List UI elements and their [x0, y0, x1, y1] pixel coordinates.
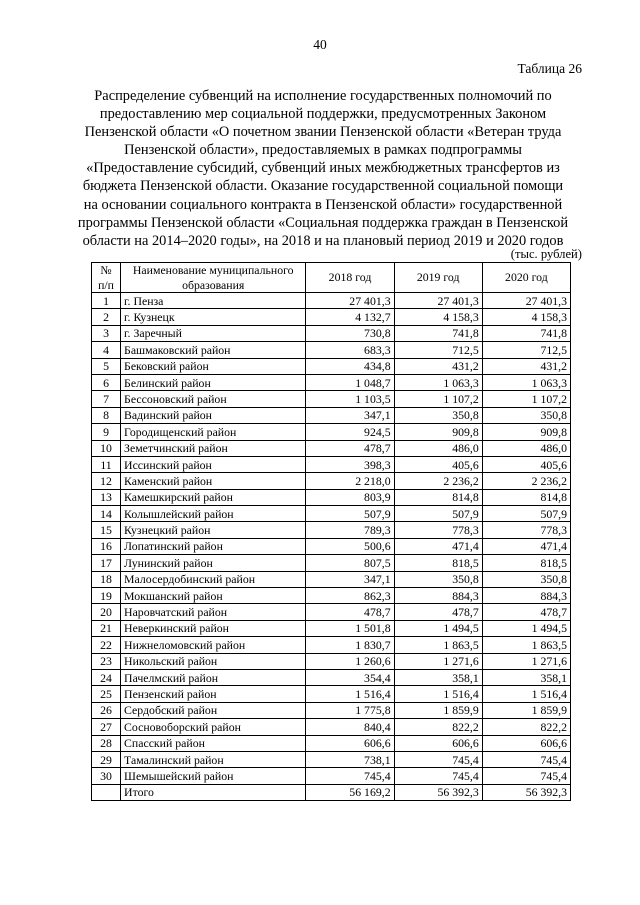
table-row — [92, 424, 571, 440]
value-2020-cell: 818,5 — [482, 555, 570, 571]
header-municipality — [121, 263, 306, 293]
municipality-cell: Иссинский район — [121, 456, 306, 472]
row-number-cell: 18 — [92, 571, 121, 587]
table-row — [92, 702, 571, 718]
table-row — [92, 407, 571, 423]
municipality-cell: Спасский район — [121, 735, 306, 751]
table-row — [92, 293, 571, 309]
value-2020-cell: 822,2 — [482, 719, 570, 735]
table-row — [92, 325, 571, 341]
header-number — [92, 263, 121, 293]
value-2020-cell: 56 392,3 — [482, 784, 570, 800]
value-2018-cell: 803,9 — [306, 489, 394, 505]
table-row — [92, 719, 571, 735]
title-line: Пензенской области «О почетном звании Пензенской области «Ветеран труда — [84, 124, 562, 141]
value-2018-cell: 789,3 — [306, 522, 394, 538]
table-row — [92, 669, 571, 685]
header-2018: 2018 год — [306, 263, 394, 293]
table-row — [92, 686, 571, 702]
table-row — [92, 751, 571, 767]
value-2018-cell: 354,4 — [306, 669, 394, 685]
row-number-cell: 1 — [92, 293, 121, 309]
row-number-cell: 13 — [92, 489, 121, 505]
row-number-cell: 7 — [92, 391, 121, 407]
municipality-cell: г. Кузнецк — [121, 309, 306, 325]
row-number-cell: 6 — [92, 374, 121, 390]
municipality-cell: Бессоновский район — [121, 391, 306, 407]
header-2019: 2019 год — [394, 263, 482, 293]
title-line: области на 2014–2020 годы», на 2018 и на плановый период 2019 и 2020 годов — [82, 232, 564, 249]
value-2020-cell: 350,8 — [482, 407, 570, 423]
title-line: бюджета Пензенской области. Оказание государственной социальной помощи — [82, 178, 564, 195]
title-line: Распределение субвенций на исполнение государственных полномочий по — [94, 88, 552, 104]
table-row — [92, 768, 571, 784]
title-line: на основании социального контракта в Пензенской области» государственной — [83, 196, 563, 213]
value-2020-cell: 909,8 — [482, 424, 570, 440]
value-2019-cell: 27 401,3 — [394, 293, 482, 309]
municipality-cell: Башмаковский район — [121, 342, 306, 358]
municipality-cell: Тамалинский район — [121, 751, 306, 767]
value-2020-cell: 712,5 — [482, 342, 570, 358]
value-2018-cell: 862,3 — [306, 588, 394, 604]
table-row — [92, 653, 571, 669]
value-2020-cell: 405,6 — [482, 456, 570, 472]
value-2018-cell: 606,6 — [306, 735, 394, 751]
value-2020-cell: 814,8 — [482, 489, 570, 505]
value-2019-cell: 1 063,3 — [394, 374, 482, 390]
table-row — [92, 374, 571, 390]
municipality-cell: Сосновоборский район — [121, 719, 306, 735]
row-number-cell: 20 — [92, 604, 121, 620]
value-2019-cell: 56 392,3 — [394, 784, 482, 800]
value-2020-cell: 358,1 — [482, 669, 570, 685]
table-row — [92, 571, 571, 587]
document-title — [62, 87, 584, 250]
table-row — [92, 538, 571, 554]
value-2019-cell: 745,4 — [394, 751, 482, 767]
municipality-cell: г. Пенза — [121, 293, 306, 309]
table-row — [92, 735, 571, 751]
table-row — [92, 391, 571, 407]
municipality-cell: Итого — [121, 784, 306, 800]
row-number-cell: 29 — [92, 751, 121, 767]
table-row — [92, 522, 571, 538]
value-2018-cell: 27 401,3 — [306, 293, 394, 309]
row-number-cell: 23 — [92, 653, 121, 669]
value-2018-cell: 478,7 — [306, 440, 394, 456]
value-2019-cell: 1 494,5 — [394, 620, 482, 636]
value-2019-cell: 1 863,5 — [394, 637, 482, 653]
row-number-cell: 28 — [92, 735, 121, 751]
header-municipality-line2: образования — [182, 277, 245, 292]
municipality-cell: Нижнеломовский район — [121, 637, 306, 653]
table-row — [92, 342, 571, 358]
table-row — [92, 456, 571, 472]
value-2019-cell: 1 516,4 — [394, 686, 482, 702]
municipality-cell: Лопатинский район — [121, 538, 306, 554]
units-label: (тыс. рублей) — [510, 247, 582, 261]
municipality-cell: Колышлейский район — [121, 506, 306, 522]
row-number-cell: 17 — [92, 555, 121, 571]
title-line: «Предоставление субсидий, субвенций иных межбюджетных трансфертов из — [86, 160, 560, 177]
value-2020-cell: 507,9 — [482, 506, 570, 522]
row-number-cell: 9 — [92, 424, 121, 440]
value-2019-cell: 478,7 — [394, 604, 482, 620]
row-number-cell: 4 — [92, 342, 121, 358]
row-number-cell: 12 — [92, 473, 121, 489]
value-2020-cell: 471,4 — [482, 538, 570, 554]
table-row — [92, 358, 571, 374]
value-2019-cell: 1 271,6 — [394, 653, 482, 669]
row-number-cell: 19 — [92, 588, 121, 604]
value-2018-cell: 347,1 — [306, 571, 394, 587]
value-2020-cell: 478,7 — [482, 604, 570, 620]
value-2020-cell: 1 516,4 — [482, 686, 570, 702]
header-number-line2: п/п — [98, 277, 114, 292]
title-line: программы Пензенской области «Социальная поддержка граждан в Пензенской — [77, 214, 569, 231]
value-2018-cell: 738,1 — [306, 751, 394, 767]
table-row — [92, 604, 571, 620]
value-2019-cell: 741,8 — [394, 325, 482, 341]
row-number-cell: 14 — [92, 506, 121, 522]
row-number-cell: 15 — [92, 522, 121, 538]
value-2018-cell: 500,6 — [306, 538, 394, 554]
value-2018-cell: 398,3 — [306, 456, 394, 472]
value-2018-cell: 347,1 — [306, 407, 394, 423]
header-municipality-line1: Наименование муниципального — [132, 263, 294, 278]
municipality-cell: Неверкинский район — [121, 620, 306, 636]
value-2020-cell: 431,2 — [482, 358, 570, 374]
municipality-cell: Каменский район — [121, 473, 306, 489]
value-2019-cell: 405,6 — [394, 456, 482, 472]
value-2018-cell: 434,8 — [306, 358, 394, 374]
value-2018-cell: 1 516,4 — [306, 686, 394, 702]
row-number-cell: 26 — [92, 702, 121, 718]
value-2019-cell: 814,8 — [394, 489, 482, 505]
row-number-cell — [92, 784, 121, 800]
value-2019-cell: 745,4 — [394, 768, 482, 784]
row-number-cell: 21 — [92, 620, 121, 636]
table-row — [92, 506, 571, 522]
value-2020-cell: 350,8 — [482, 571, 570, 587]
value-2018-cell: 1 775,8 — [306, 702, 394, 718]
value-2020-cell: 745,4 — [482, 768, 570, 784]
value-2019-cell: 4 158,3 — [394, 309, 482, 325]
row-number-cell: 3 — [92, 325, 121, 341]
municipality-cell: Вадинский район — [121, 407, 306, 423]
row-number-cell: 8 — [92, 407, 121, 423]
value-2020-cell: 606,6 — [482, 735, 570, 751]
value-2020-cell: 778,3 — [482, 522, 570, 538]
value-2019-cell: 818,5 — [394, 555, 482, 571]
value-2018-cell: 1 048,7 — [306, 374, 394, 390]
value-2020-cell: 1 271,6 — [482, 653, 570, 669]
value-2020-cell: 486,0 — [482, 440, 570, 456]
value-2019-cell: 606,6 — [394, 735, 482, 751]
municipality-cell: Мокшанский район — [121, 588, 306, 604]
value-2018-cell: 840,4 — [306, 719, 394, 735]
value-2020-cell: 884,3 — [482, 588, 570, 604]
table-row — [92, 440, 571, 456]
value-2018-cell: 1 103,5 — [306, 391, 394, 407]
total-row — [92, 784, 571, 800]
value-2018-cell: 478,7 — [306, 604, 394, 620]
municipality-cell: г. Заречный — [121, 325, 306, 341]
value-2019-cell: 778,3 — [394, 522, 482, 538]
municipality-cell: Шемышейский район — [121, 768, 306, 784]
municipality-cell: Сердобский район — [121, 702, 306, 718]
municipality-cell: Бековский район — [121, 358, 306, 374]
value-2018-cell: 1 260,6 — [306, 653, 394, 669]
table-row — [92, 489, 571, 505]
municipality-cell: Лунинский район — [121, 555, 306, 571]
municipality-cell: Малосердобинский район — [121, 571, 306, 587]
value-2020-cell: 1 859,9 — [482, 702, 570, 718]
value-2018-cell: 1 830,7 — [306, 637, 394, 653]
row-number-cell: 11 — [92, 456, 121, 472]
table-row — [92, 555, 571, 571]
value-2018-cell: 507,9 — [306, 506, 394, 522]
row-number-cell: 2 — [92, 309, 121, 325]
title-line: предоставлению мер социальной поддержки, предусмотренных Законом — [99, 106, 547, 123]
row-number-cell: 10 — [92, 440, 121, 456]
header-number-line1: № — [100, 263, 112, 278]
value-2019-cell: 1 859,9 — [394, 702, 482, 718]
table-row — [92, 309, 571, 325]
value-2018-cell: 730,8 — [306, 325, 394, 341]
value-2020-cell: 741,8 — [482, 325, 570, 341]
value-2020-cell: 1 063,3 — [482, 374, 570, 390]
row-number-cell: 27 — [92, 719, 121, 735]
table-caption: Таблица 26 — [517, 61, 582, 76]
municipality-cell: Камешкирский район — [121, 489, 306, 505]
value-2019-cell: 507,9 — [394, 506, 482, 522]
value-2019-cell: 350,8 — [394, 407, 482, 423]
value-2019-cell: 884,3 — [394, 588, 482, 604]
value-2019-cell: 909,8 — [394, 424, 482, 440]
value-2019-cell: 431,2 — [394, 358, 482, 374]
municipality-cell: Городищенский район — [121, 424, 306, 440]
value-2019-cell: 358,1 — [394, 669, 482, 685]
value-2018-cell: 4 132,7 — [306, 309, 394, 325]
value-2019-cell: 486,0 — [394, 440, 482, 456]
value-2020-cell: 745,4 — [482, 751, 570, 767]
municipality-cell: Пензенский район — [121, 686, 306, 702]
value-2018-cell: 56 169,2 — [306, 784, 394, 800]
row-number-cell: 22 — [92, 637, 121, 653]
row-number-cell: 30 — [92, 768, 121, 784]
value-2018-cell: 683,3 — [306, 342, 394, 358]
value-2019-cell: 2 236,2 — [394, 473, 482, 489]
municipality-cell: Никольский район — [121, 653, 306, 669]
row-number-cell: 25 — [92, 686, 121, 702]
value-2019-cell: 471,4 — [394, 538, 482, 554]
header-2020: 2020 год — [482, 263, 570, 293]
value-2018-cell: 807,5 — [306, 555, 394, 571]
value-2018-cell: 745,4 — [306, 768, 394, 784]
value-2019-cell: 1 107,2 — [394, 391, 482, 407]
table-header-row — [92, 263, 571, 293]
row-number-cell: 16 — [92, 538, 121, 554]
table-row — [92, 637, 571, 653]
table-row — [92, 588, 571, 604]
value-2019-cell: 822,2 — [394, 719, 482, 735]
municipality-cell: Белинский район — [121, 374, 306, 390]
value-2020-cell: 1 863,5 — [482, 637, 570, 653]
municipality-cell: Пачелмский район — [121, 669, 306, 685]
row-number-cell: 5 — [92, 358, 121, 374]
value-2020-cell: 4 158,3 — [482, 309, 570, 325]
value-2020-cell: 1 107,2 — [482, 391, 570, 407]
value-2018-cell: 2 218,0 — [306, 473, 394, 489]
page-number: 40 — [313, 37, 327, 52]
value-2020-cell: 1 494,5 — [482, 620, 570, 636]
value-2018-cell: 924,5 — [306, 424, 394, 440]
subvention-table — [91, 262, 571, 801]
table-row — [92, 620, 571, 636]
municipality-cell: Земетчинский район — [121, 440, 306, 456]
value-2018-cell: 1 501,8 — [306, 620, 394, 636]
value-2019-cell: 712,5 — [394, 342, 482, 358]
value-2020-cell: 27 401,3 — [482, 293, 570, 309]
table-row — [92, 473, 571, 489]
value-2020-cell: 2 236,2 — [482, 473, 570, 489]
municipality-cell: Кузнецкий район — [121, 522, 306, 538]
row-number-cell: 24 — [92, 669, 121, 685]
municipality-cell: Наровчатский район — [121, 604, 306, 620]
value-2019-cell: 350,8 — [394, 571, 482, 587]
title-line: Пензенской области», предоставляемых в рамках подпрограммы — [124, 142, 522, 159]
